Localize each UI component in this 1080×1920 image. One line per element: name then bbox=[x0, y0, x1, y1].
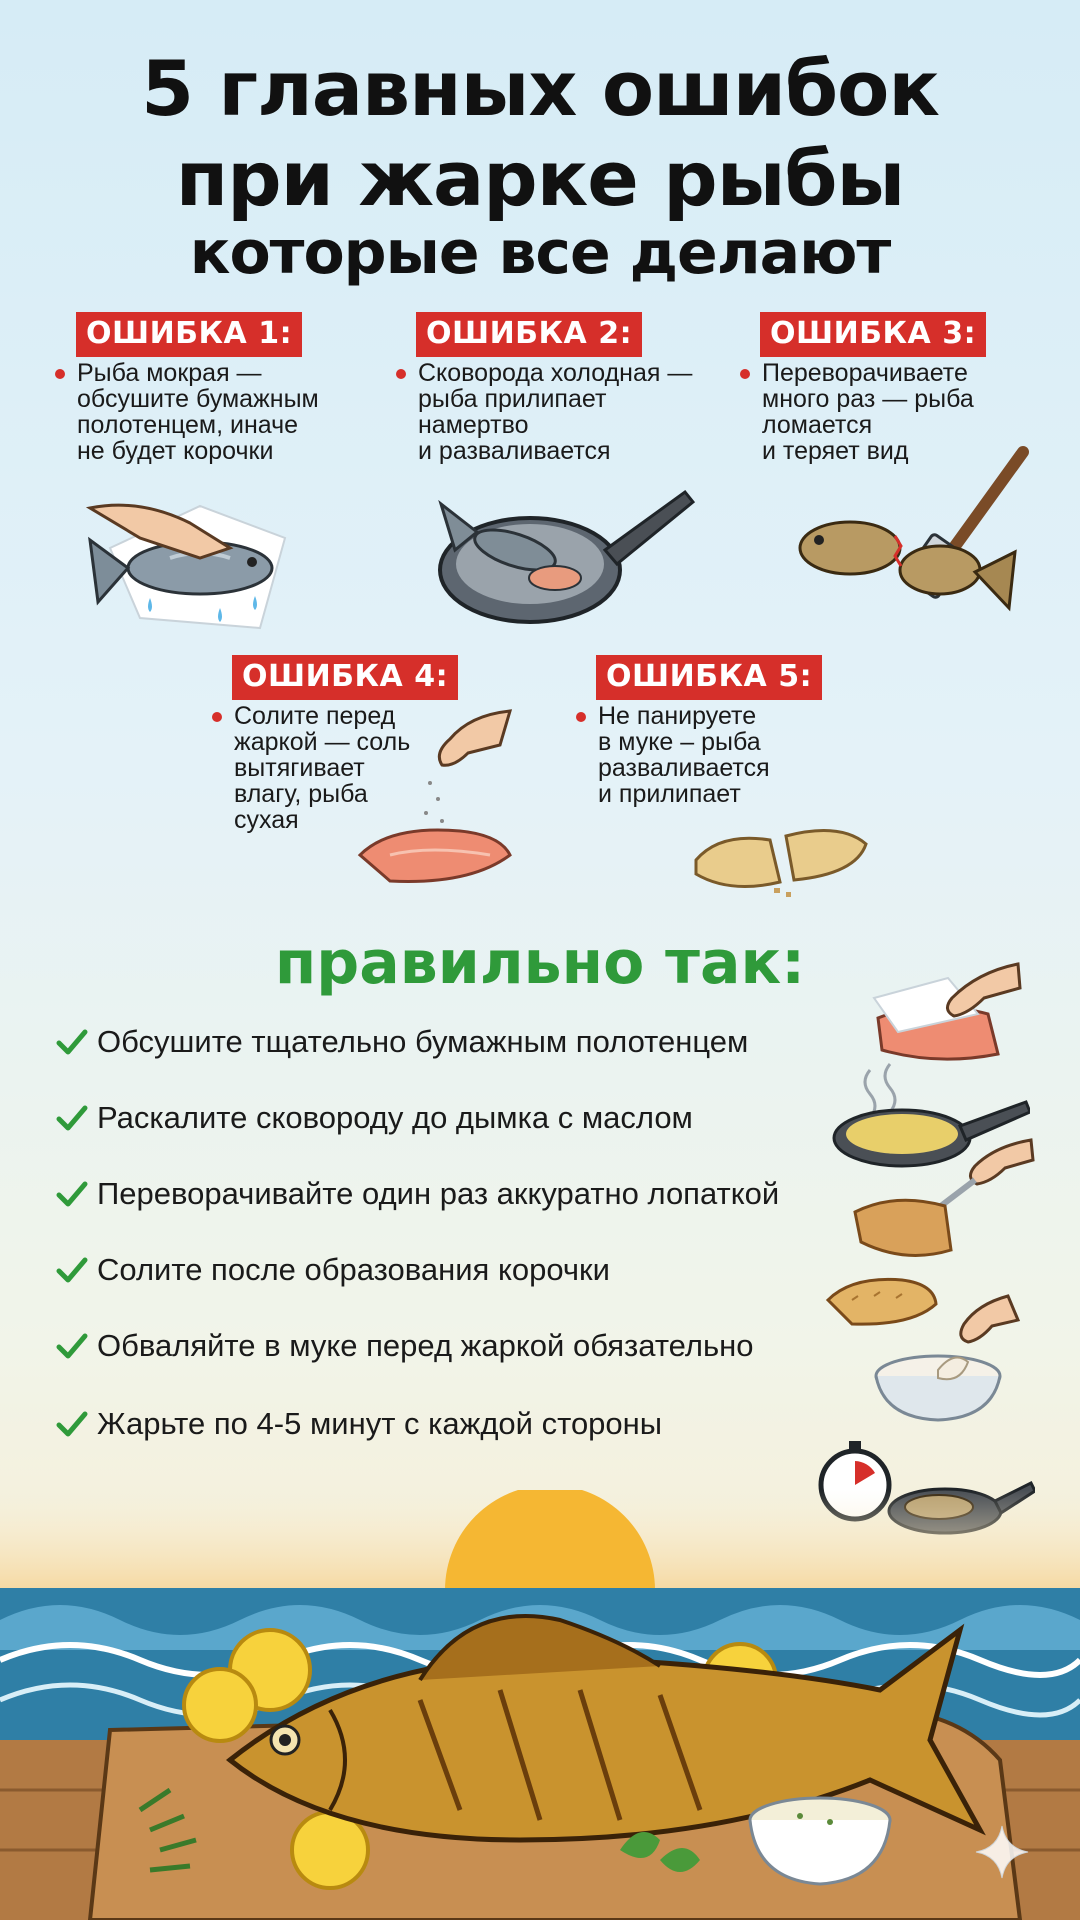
mistake-2-text bbox=[418, 360, 692, 464]
checkmark-icon bbox=[55, 1329, 89, 1363]
tip-item bbox=[55, 1248, 610, 1292]
flour-bowl-icon bbox=[868, 1290, 1028, 1425]
mistake-2-line: Сковорода холодная — bbox=[418, 359, 693, 387]
bullet-dot bbox=[576, 712, 586, 722]
checkmark-icon bbox=[55, 1177, 89, 1211]
crumbling-fillet-icon bbox=[690, 810, 870, 900]
tip-text: Солите после образования корочки bbox=[97, 1252, 610, 1287]
mistake-4-line: Солите перед bbox=[234, 702, 396, 730]
mistake-3-line: ломается bbox=[762, 411, 873, 439]
fried-fish-scene-illustration bbox=[0, 1490, 1080, 1920]
title-line-3: которые все делают bbox=[189, 218, 891, 288]
tip-text: Переворачивайте один раз аккуратно лопаткой bbox=[97, 1176, 780, 1211]
bullet-dot bbox=[212, 712, 222, 722]
bullet-dot bbox=[396, 369, 406, 379]
salting-fillet-icon bbox=[350, 705, 520, 895]
mistake-4-line: вытягивает bbox=[234, 754, 365, 782]
mistake-1-badge: ОШИБКА 1: bbox=[76, 312, 302, 357]
mistake-1-line: полотенцем, иначе bbox=[77, 411, 299, 439]
tip-item bbox=[55, 1402, 662, 1446]
checkmark-icon bbox=[55, 1407, 89, 1441]
bullet-dot bbox=[740, 369, 750, 379]
mistake-4-line: влагу, рыба bbox=[234, 780, 368, 808]
mistake-1-line: Рыба мокрая — bbox=[77, 359, 262, 387]
mistake-3-line: много раз — рыба bbox=[762, 385, 974, 413]
mistake-5-line: разваливается bbox=[598, 754, 770, 782]
mistake-1-text bbox=[77, 360, 319, 464]
tip-text: Обваляйте в муке перед жаркой обязательно bbox=[97, 1328, 754, 1363]
tip-text: Раскалите сковороду до дымка с маслом bbox=[97, 1100, 693, 1135]
bullet-dot bbox=[55, 369, 65, 379]
mistake-1-line: обсушите бумажным bbox=[77, 385, 319, 413]
tip-item bbox=[55, 1020, 748, 1064]
mistake-4-badge: ОШИБКА 4: bbox=[232, 655, 458, 700]
mistake-2-line: рыба прилипает bbox=[418, 385, 607, 413]
wet-fish-paper-towel-icon bbox=[80, 478, 310, 638]
mistake-5-line: и прилипает bbox=[598, 780, 741, 808]
sparkle-watermark-icon bbox=[974, 1824, 1030, 1880]
broken-fish-spatula-icon bbox=[795, 440, 1035, 640]
mistake-1-line: не будет корочки bbox=[77, 437, 274, 465]
checkmark-icon bbox=[55, 1025, 89, 1059]
fish-in-cold-pan-icon bbox=[435, 480, 695, 630]
mistake-3-line: Переворачиваете bbox=[762, 359, 968, 387]
drying-fillet-icon bbox=[868, 958, 1028, 1068]
tip-item bbox=[55, 1096, 693, 1140]
correct-title: правильно так: bbox=[274, 928, 806, 998]
mistake-5-line: в муке – рыба bbox=[598, 728, 761, 756]
tip-item bbox=[55, 1324, 754, 1368]
mistake-2-line: и разваливается bbox=[418, 437, 611, 465]
checkmark-icon bbox=[55, 1101, 89, 1135]
mistake-4-line: жаркой — соль bbox=[234, 728, 411, 756]
mistake-5-badge: ОШИБКА 5: bbox=[596, 655, 822, 700]
tip-item bbox=[55, 1172, 779, 1216]
title-line-1: 5 главных ошибок bbox=[141, 44, 939, 133]
title-line-2: при жарке рыбы bbox=[175, 134, 905, 223]
mistake-3-badge: ОШИБКА 3: bbox=[760, 312, 986, 357]
tip-text: Жарьте по 4-5 минут с каждой стороны bbox=[97, 1406, 663, 1441]
mistake-5-line: Не панируете bbox=[598, 702, 757, 730]
mistake-2-badge: ОШИБКА 2: bbox=[416, 312, 642, 357]
mistake-2-line: намертво bbox=[418, 411, 529, 439]
tip-text: Обсушите тщательно бумажным полотенцем bbox=[97, 1024, 749, 1059]
checkmark-icon bbox=[55, 1253, 89, 1287]
mistake-4-line: сухая bbox=[234, 806, 299, 834]
mistake-3-line: и теряет вид bbox=[762, 437, 909, 465]
mistake-5-text bbox=[598, 703, 770, 807]
flip-fillet-icon bbox=[845, 1132, 1035, 1272]
